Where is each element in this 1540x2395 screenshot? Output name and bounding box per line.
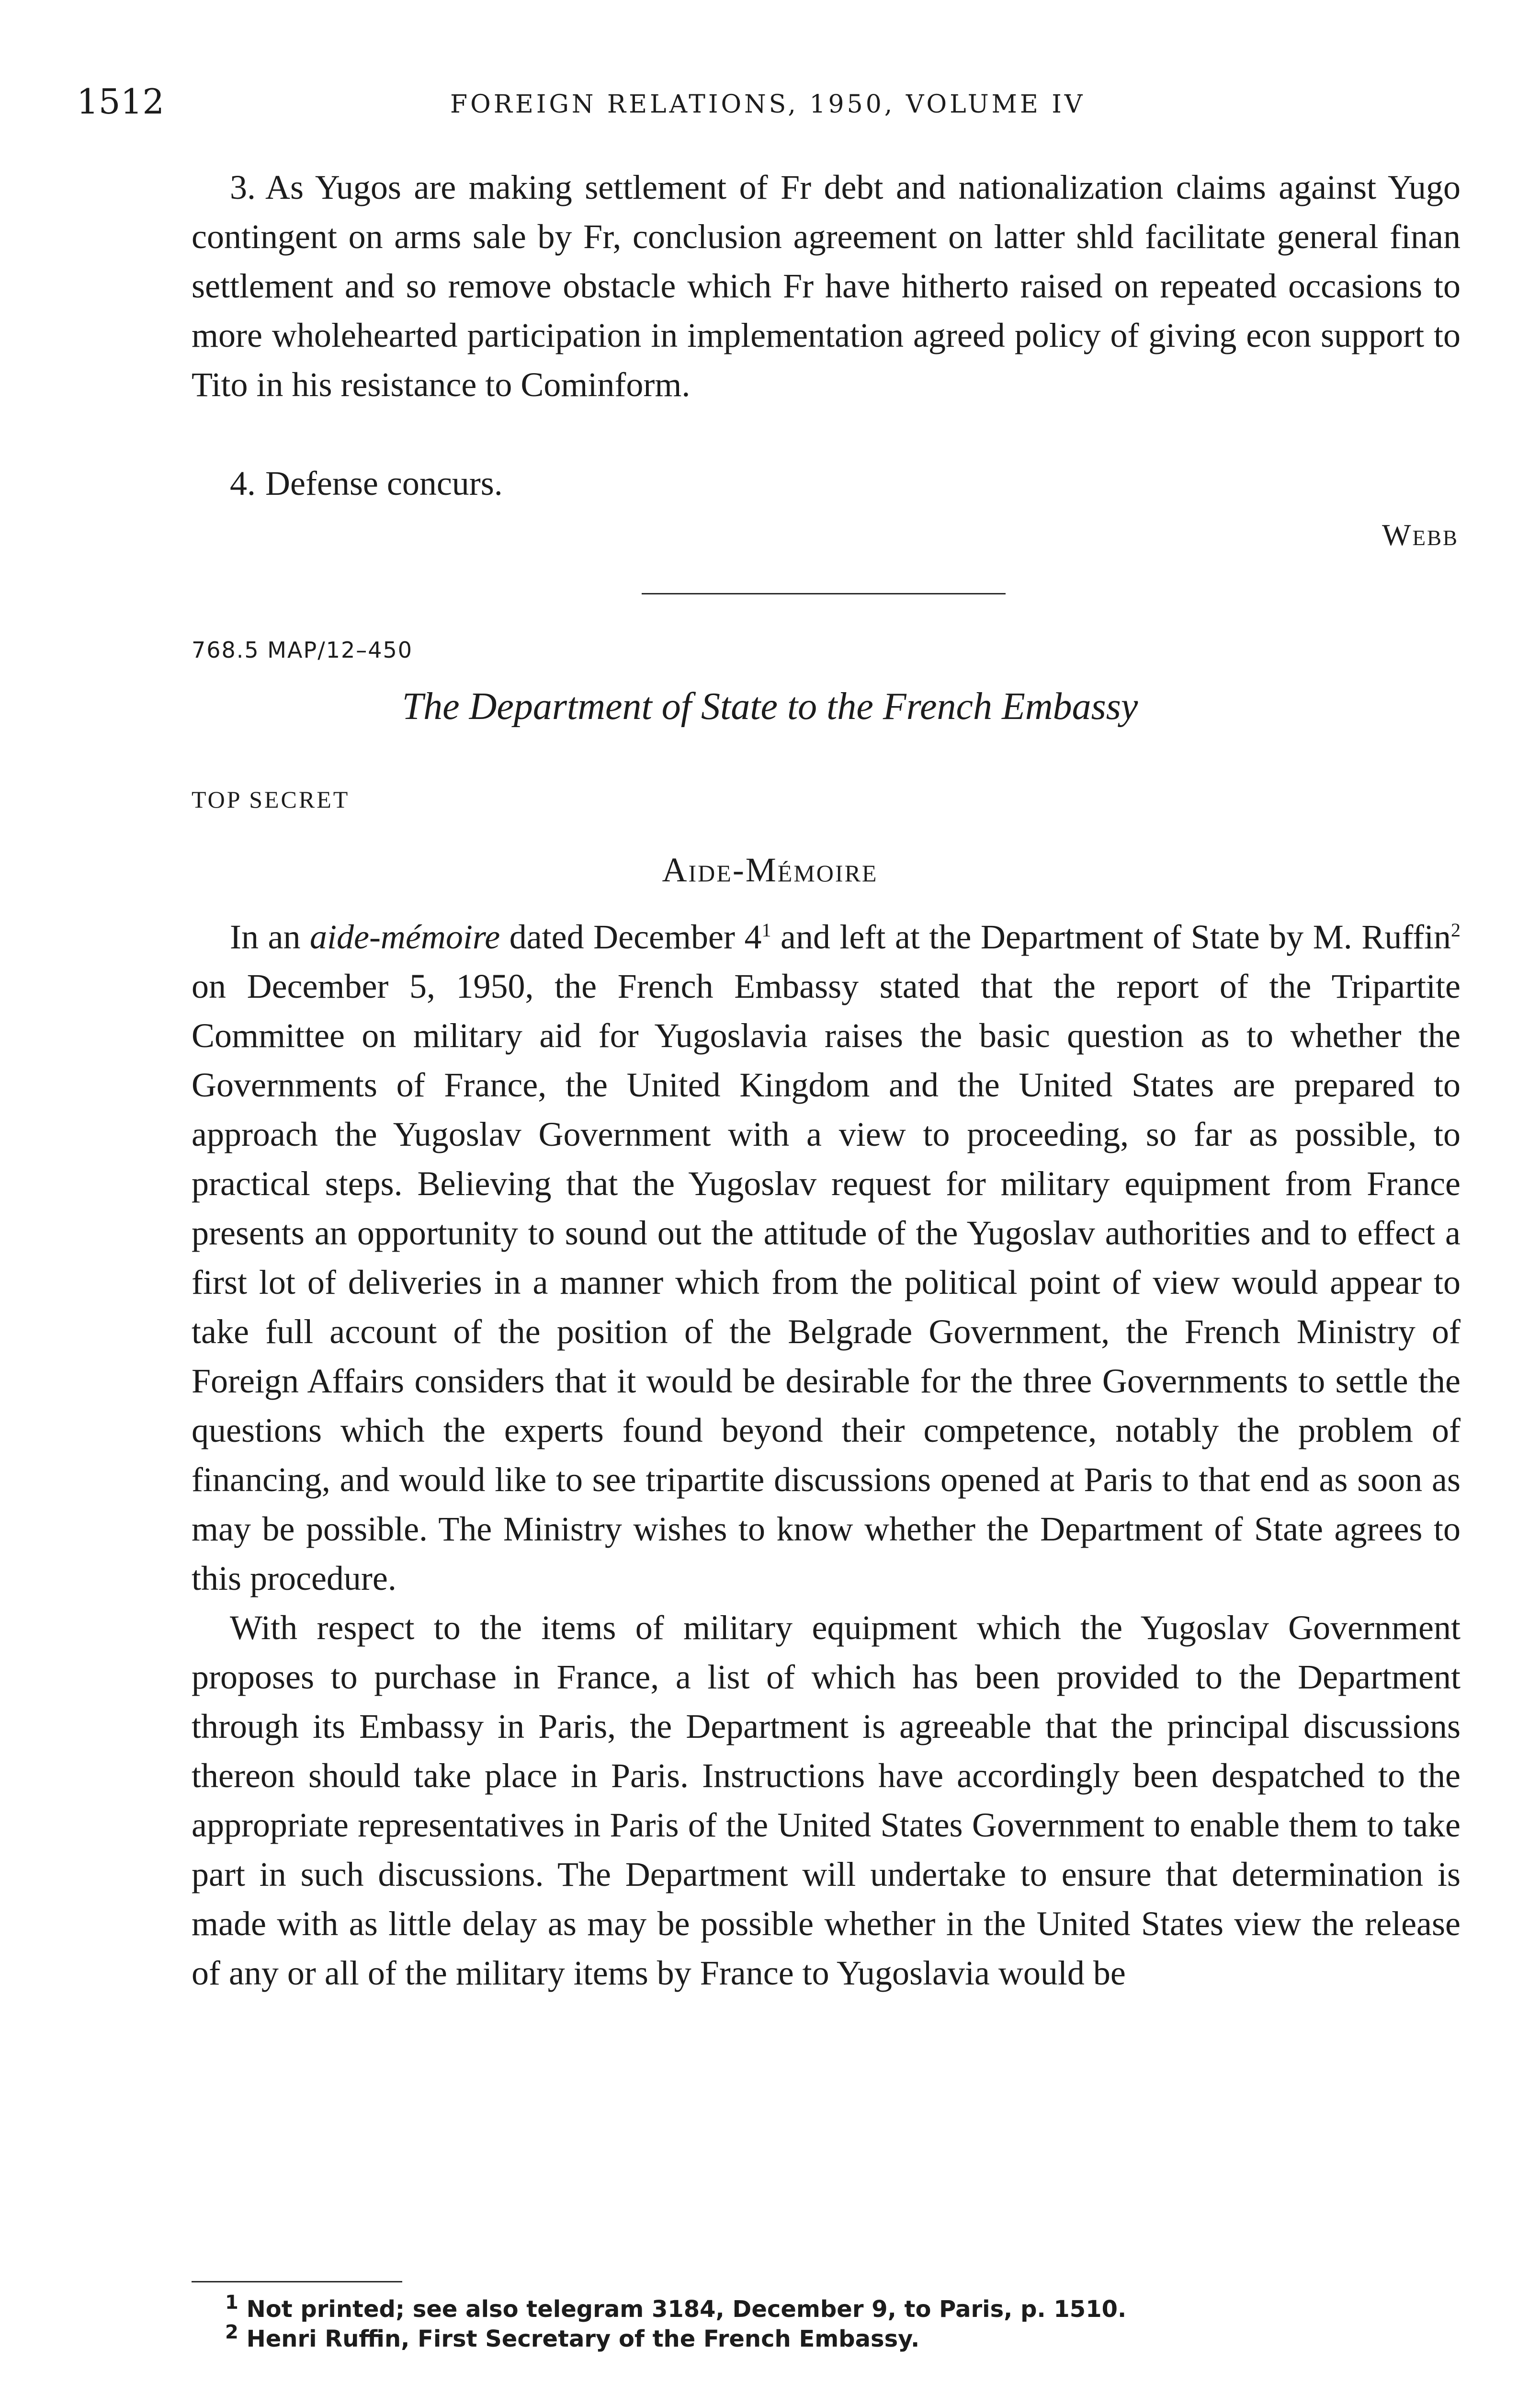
footnotes [225,2294,1446,2354]
paragraph-text: Defense concurs. [265,464,503,502]
footnote-ref-2[interactable]: 2 [1451,919,1461,941]
paragraph-number: 4. [230,464,256,502]
footnote-text: Henri Ruffin, First Secretary of the French Embassy. [246,2326,920,2352]
classification-label: TOP SECRET [192,786,350,813]
italic-term: aide-mémoire [309,918,500,956]
body-paragraph-2: With respect to the items of military equipment which the Yugoslav Government proposes to purchase in France, a list of which has been provided to the Department through its Embassy in Paris, the Department is agreeable that the principal discussions thereon should take place in Paris. Instructions have accordingly been despatched to the appropriate representatives in Paris of the United States Government to enable them to take part in such discussions. The Department will undertake to ensure that determination is made with as little delay as may be possible whether in the United States view the release of any or all of the military items by France to Yugoslavia would be [192,1608,1461,1992]
footnote-rule [192,2281,402,2282]
footnote-1 [225,2294,1446,2324]
file-reference: 768.5 MAP/12–450 [192,637,413,663]
body-paragraph-1: In an aide-mémoire dated December $4^1$ and left at the Department of State by M. Ruffin$^2$ on December 5, 1950, the French Embassy stated that the report of the Tripartite Committee on military aid for Yugoslavia raises the basic question as to whether the Governments of France, the United Kingdom and the United States are prepared to approach the Yugoslav Government with a view to proceeding, so far as possible, to practical steps. Believing that the Yugoslav request for military equipment from France presents an opportunity to sound out the attitude of the Yugoslav authorities and to effect a first lot of deliveries in a manner which from the political point of view would appear to take full account of the position of the Belgrade Government, the French Ministry of Foreign Affairs considers that it would be desirable for the three Governments to settle the questions which the experts found beyond their competence, notably the problem of financing, and would like to see tripartite discussions opened at Paris to that end as soon as may be possible. The Ministry wishes to know whether the Department of State agrees to this procedure. [192,918,1461,1597]
aide-memoire-body [192,912,1461,1998]
footnote-mark: 2 [225,2321,238,2343]
running-header [77,81,1465,125]
telegram-paragraph-3 [192,163,1461,410]
document-title: The Department of State to the French Embassy [402,685,1138,728]
footnote-mark: 1 [225,2292,238,2314]
signature: Webb [1382,518,1459,552]
paragraph-number: 3. [230,168,256,206]
paragraph-text: As Yugos are making settlement of Fr debt and nationalization claims against Yugo contingent on arms sale by Fr, conclusion agreement on latter shld facilitate general finan settlement and so remove obstacle which Fr have hitherto raised on repeated occasions to more wholehearted participation in implementation agreed policy of giving econ support to Tito in his resistance to Cominform. [192,168,1461,404]
footnote-ref-1[interactable]: 1 [761,919,771,941]
section-divider [642,593,1006,594]
running-title: FOREIGN RELATIONS, 1950, VOLUME IV [450,90,1086,119]
footnote-text: Not printed; see also telegram 3184, December 9, to Paris, p. 1510. [246,2296,1127,2323]
telegram-paragraph-4 [192,459,1461,508]
footnote-2 [225,2321,1446,2354]
page-number: 1512 [77,81,165,122]
aide-memoire-heading: Aide-Mémoire [662,851,878,889]
